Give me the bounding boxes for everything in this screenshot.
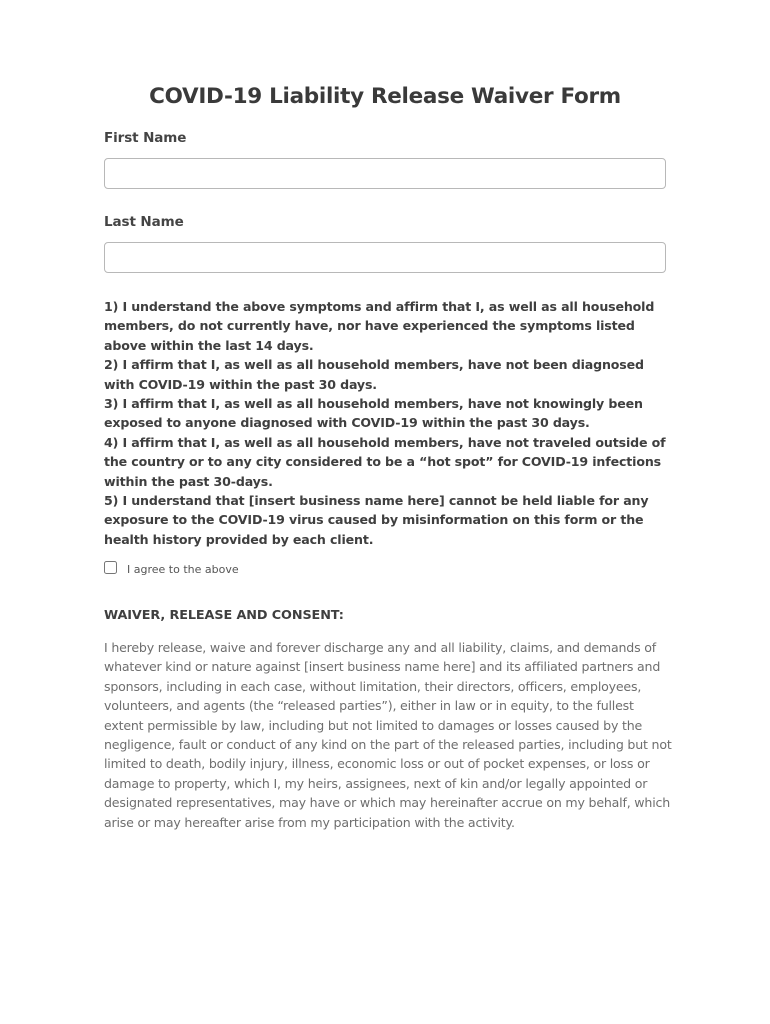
first-name-input[interactable] (104, 158, 666, 189)
affirmation-statements (104, 297, 670, 549)
agree-checkbox[interactable] (104, 561, 117, 574)
agree-label: I agree to the above (127, 563, 239, 576)
statement-2: 2) I affirm that I, as well as all household members, have not been diagnosed with COVID-19 within the past 30 days. (104, 357, 644, 392)
form-title: COVID-19 Liability Release Waiver Form (149, 84, 621, 109)
statement-1: 1) I understand the above symptoms and affirm that I, as well as all household members, do not currently have, nor have experienced the symptoms listed above within the last 14 days. (104, 299, 655, 353)
statement-5: 5) I understand that [insert business name here] cannot be held liable for any exposure to the COVID-19 virus caused by misinformation on this form or the health history provided by each client. (104, 493, 649, 547)
last-name-label: Last Name (104, 214, 184, 230)
waiver-heading: WAIVER, RELEASE AND CONSENT: (104, 608, 344, 623)
statement-4: 4) I affirm that I, as well as all household members, have not traveled outside of the country or to any city considered to be a “hot spot” for COVID-19 infections within the past 30-days. (104, 434, 666, 489)
statement-3: 3) I affirm that I, as well as all household members, have not knowingly been exposed to anyone diagnosed with COVID-19 within the past 30 days. (104, 396, 643, 431)
agree-row[interactable] (104, 561, 239, 574)
waiver-text: I hereby release, waive and forever discharge any and all liability, claims, and demands of whatever kind or nature against [insert business name here] and its affiliated partners and sponsors, including in each case, without limitation, their directors, officers, employees, volunteers, and agents (the “released parties”), either in law or in equity, to the fullest extent permissible by law, including but not limited to damages or losses caused by the negligence, fault or conduct of any kind on the part of the released parties, including but not limited to death, bodily injury, illness, economic loss or out of pocket expenses, or loss or damage to property, which I, my heirs, assignees, next of kin and/or legally appointed or designated representatives, may have or which may hereinafter accrue on my behalf, which arise or may hereafter arise from my participation with the activity. (104, 640, 672, 830)
first-name-label: First Name (104, 130, 187, 146)
last-name-input[interactable] (104, 242, 666, 273)
